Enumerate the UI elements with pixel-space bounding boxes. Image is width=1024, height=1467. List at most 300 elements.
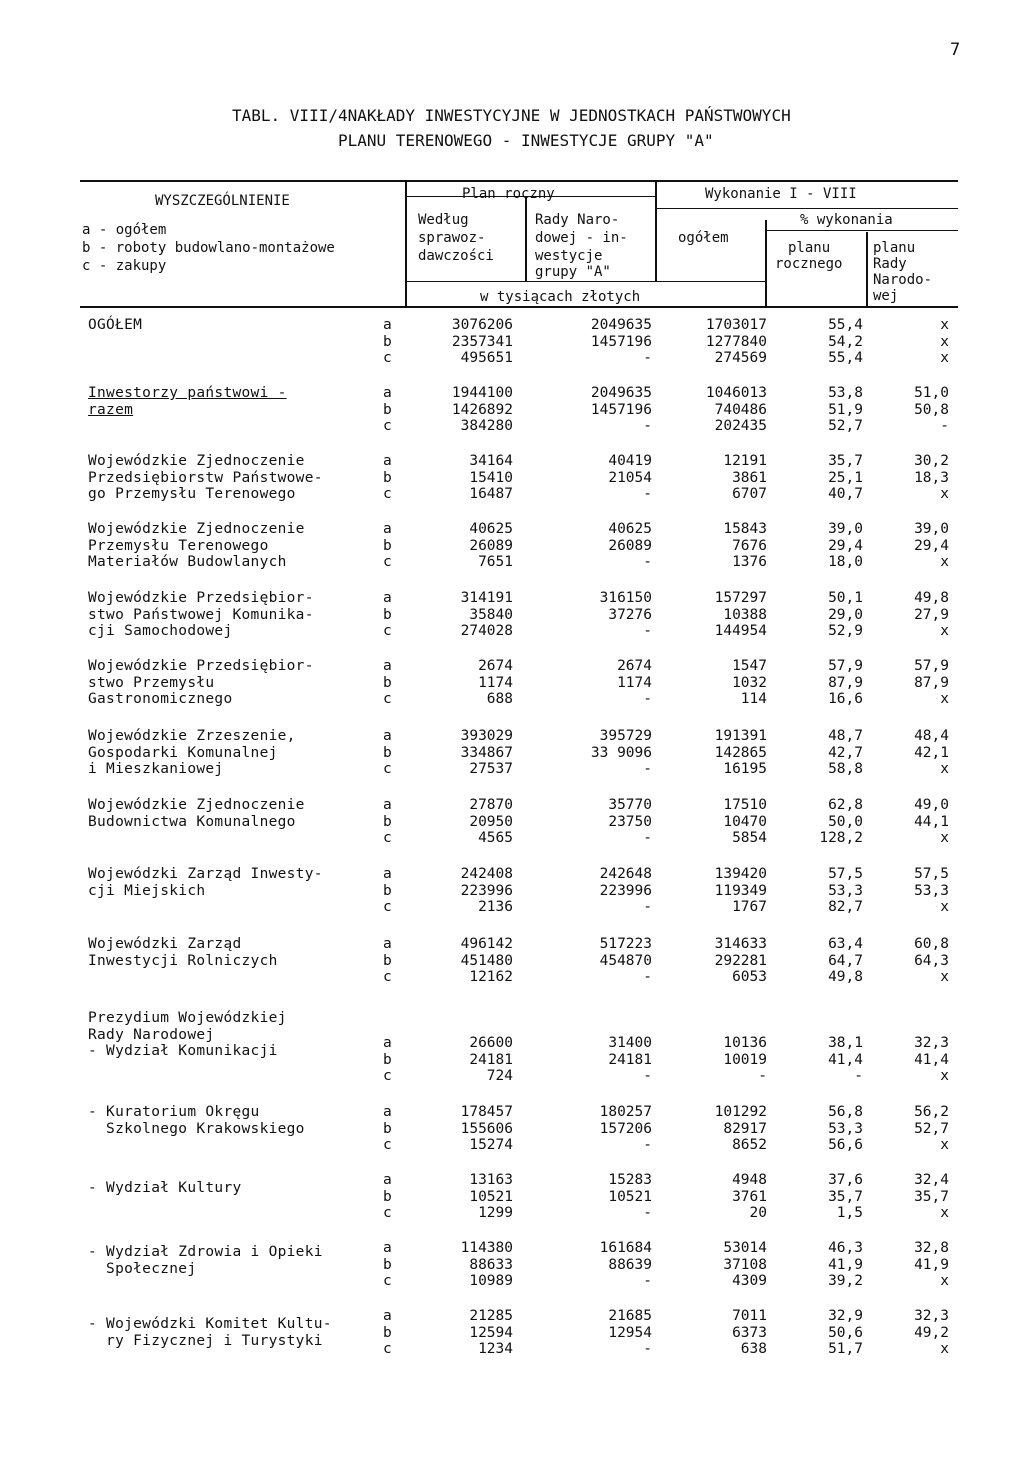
cell: 30,2 — [914, 453, 949, 469]
pct-wykonania-header: % wykonania — [800, 212, 893, 228]
cell: 49,0 — [914, 797, 949, 813]
cell: 82917 — [723, 1120, 767, 1137]
cell: 50,8 — [914, 401, 949, 418]
cell: 10521 — [608, 1188, 652, 1205]
column-c5 — [865, 936, 949, 986]
cell: 1174 — [478, 674, 513, 691]
subcode: a — [383, 728, 392, 744]
column-c1 — [420, 797, 513, 847]
rady-line2: dowej - in- — [535, 230, 628, 246]
cell: 223996 — [460, 882, 513, 899]
column-c5 — [865, 866, 949, 916]
cell: 638 — [740, 1341, 767, 1357]
cell: 56,8 — [828, 1104, 863, 1120]
subcode: c — [383, 969, 392, 985]
cell: 64,7 — [828, 952, 863, 969]
header-bottom-rule — [80, 306, 958, 308]
row-label: Wojewódzkie Zjednoczenie Przemysłu Terenowego Materiałów Budowlanych — [88, 521, 305, 570]
subcode: a — [383, 1172, 392, 1188]
header-divider — [525, 196, 527, 282]
cell: 517223 — [599, 936, 652, 952]
cell: 10019 — [723, 1051, 767, 1068]
subcode: c — [383, 761, 392, 777]
cell: 292281 — [714, 952, 767, 969]
cell: 242648 — [599, 866, 652, 882]
cell: 119349 — [714, 882, 767, 899]
cell: 15843 — [723, 521, 767, 537]
wedlug-line3: dawczości — [418, 248, 494, 264]
cell: 2357341 — [451, 333, 513, 350]
cell: x — [940, 1137, 949, 1153]
cell: 12594 — [469, 1324, 513, 1341]
column-c5 — [865, 728, 949, 778]
cell: 4565 — [478, 830, 513, 846]
column-c2 — [555, 1104, 652, 1154]
column-c1 — [420, 385, 513, 435]
cell: 50,0 — [828, 813, 863, 830]
column-c2 — [555, 1240, 652, 1290]
subcode: b — [383, 1120, 392, 1137]
cell: 82,7 — [828, 899, 863, 915]
column-c1 — [420, 866, 513, 916]
column-c3 — [668, 590, 767, 640]
cell: 1767 — [732, 899, 767, 915]
subcode: b — [383, 1051, 392, 1068]
cell: 55,4 — [828, 317, 863, 333]
column-c1 — [420, 728, 513, 778]
subcode: b — [383, 1188, 392, 1205]
cell: 87,9 — [914, 674, 949, 691]
cell: 4948 — [732, 1172, 767, 1188]
subcode: b — [383, 1256, 392, 1273]
column-c3 — [668, 866, 767, 916]
wedlug-line2: sprawoz- — [418, 230, 486, 246]
column-c4 — [770, 1035, 863, 1085]
cell: 21054 — [608, 469, 652, 486]
subcode: c — [383, 554, 392, 570]
cell: 34164 — [469, 453, 513, 469]
cell: 12954 — [608, 1324, 652, 1341]
row-subcodes — [383, 936, 397, 986]
cell: - — [940, 418, 949, 434]
cell: 2674 — [478, 658, 513, 674]
column-c2 — [555, 658, 652, 708]
cell: 1234 — [478, 1341, 513, 1357]
subcode: a — [383, 658, 392, 674]
cell: 37276 — [608, 606, 652, 623]
cell: 17510 — [723, 797, 767, 813]
cell: - — [643, 691, 652, 707]
cell: 42,1 — [914, 744, 949, 761]
column-c2 — [555, 521, 652, 571]
rady-line1: Rady Naro- — [535, 212, 620, 228]
cell: 10521 — [469, 1188, 513, 1205]
subcode: c — [383, 350, 392, 366]
cell: 2049635 — [590, 385, 652, 401]
column-c5 — [865, 385, 949, 435]
column-c3 — [668, 521, 767, 571]
cell: 688 — [486, 691, 513, 707]
subcode: b — [383, 537, 392, 554]
planu-rocznego-1: planu — [788, 240, 831, 256]
cell: 139420 — [714, 866, 767, 882]
cell: 39,0 — [914, 521, 949, 537]
cell: x — [940, 899, 949, 915]
cell: 41,9 — [828, 1256, 863, 1273]
row-label: Wojewódzkie Przedsiębior- stwo Przemysłu Gastronomicznego — [88, 658, 314, 707]
cell: 101292 — [714, 1104, 767, 1120]
cell: 142865 — [714, 744, 767, 761]
column-c5 — [865, 797, 949, 847]
column-c1 — [420, 1172, 513, 1222]
cell: 42,7 — [828, 744, 863, 761]
header-top-rule — [80, 180, 958, 182]
cell: 48,4 — [914, 728, 949, 744]
column-c1 — [420, 317, 513, 367]
cell: 58,8 — [828, 761, 863, 777]
cell: 32,3 — [914, 1035, 949, 1051]
cell: - — [643, 554, 652, 570]
column-c2 — [555, 317, 652, 367]
cell: 35,7 — [914, 1188, 949, 1205]
column-c1 — [420, 1308, 513, 1358]
row-subcodes — [383, 797, 397, 847]
subcode: a — [383, 453, 392, 469]
cell: 16195 — [723, 761, 767, 777]
cell: 23750 — [608, 813, 652, 830]
cell: 6053 — [732, 969, 767, 985]
cell: 35,7 — [828, 1188, 863, 1205]
cell: 63,4 — [828, 936, 863, 952]
cell: 1376 — [732, 554, 767, 570]
cell: 15274 — [469, 1137, 513, 1153]
stub-title: WYSZCZEGÓLNIENIE — [155, 193, 290, 209]
cell: x — [940, 333, 949, 350]
cell: 38,1 — [828, 1035, 863, 1051]
cell: 1,5 — [836, 1205, 863, 1221]
cell: 13163 — [469, 1172, 513, 1188]
subcode: b — [383, 606, 392, 623]
cell: 155606 — [460, 1120, 513, 1137]
cell: 223996 — [599, 882, 652, 899]
cell: - — [643, 899, 652, 915]
cell: 10470 — [723, 813, 767, 830]
column-c4 — [770, 385, 863, 435]
cell: 49,2 — [914, 1324, 949, 1341]
column-c4 — [770, 1172, 863, 1222]
cell: x — [940, 486, 949, 502]
subcode: a — [383, 866, 392, 882]
cell: 35840 — [469, 606, 513, 623]
cell: 32,4 — [914, 1172, 949, 1188]
cell: 52,7 — [914, 1120, 949, 1137]
cell: 2674 — [617, 658, 652, 674]
cell: 1046013 — [705, 385, 767, 401]
cell: 334867 — [460, 744, 513, 761]
subcode: a — [383, 1035, 392, 1051]
column-c4 — [770, 797, 863, 847]
cell: 1703017 — [705, 317, 767, 333]
row-subcodes — [383, 1308, 397, 1358]
row-subcodes — [383, 385, 397, 435]
subcode: b — [383, 882, 392, 899]
cell: 161684 — [599, 1240, 652, 1256]
row-label: Inwestorzy państwowi - razem — [88, 385, 287, 418]
column-c4 — [770, 1240, 863, 1290]
cell: 740486 — [714, 401, 767, 418]
cell: - — [643, 1341, 652, 1357]
cell: 20 — [749, 1205, 767, 1221]
cell: 62,8 — [828, 797, 863, 813]
subcode: a — [383, 521, 392, 537]
subcode: b — [383, 744, 392, 761]
cell: - — [643, 623, 652, 639]
subcode: b — [383, 674, 392, 691]
cell: 87,9 — [828, 674, 863, 691]
cell: 41,9 — [914, 1256, 949, 1273]
cell: 21685 — [608, 1308, 652, 1324]
column-c5 — [865, 1104, 949, 1154]
column-c2 — [555, 453, 652, 503]
cell: 32,8 — [914, 1240, 949, 1256]
cell: 178457 — [460, 1104, 513, 1120]
subcode: a — [383, 936, 392, 952]
cell: 3861 — [732, 469, 767, 486]
cell: 41,4 — [828, 1051, 863, 1068]
subcode: b — [383, 333, 392, 350]
cell: 53,3 — [914, 882, 949, 899]
column-c4 — [770, 590, 863, 640]
column-c4 — [770, 936, 863, 986]
cell: 10388 — [723, 606, 767, 623]
column-c5 — [865, 1308, 949, 1358]
cell: 57,5 — [914, 866, 949, 882]
row-subcodes — [383, 590, 397, 640]
cell: 64,3 — [914, 952, 949, 969]
cell: 395729 — [599, 728, 652, 744]
row-subcodes — [383, 866, 397, 916]
column-c3 — [668, 728, 767, 778]
cell: 114 — [740, 691, 767, 707]
cell: 26089 — [469, 537, 513, 554]
cell: 1457196 — [590, 401, 652, 418]
cell: 35,7 — [828, 453, 863, 469]
column-c4 — [770, 317, 863, 367]
cell: 41,4 — [914, 1051, 949, 1068]
cell: 10136 — [723, 1035, 767, 1051]
cell: - — [643, 761, 652, 777]
column-c3 — [668, 658, 767, 708]
cell: 26089 — [608, 537, 652, 554]
column-c1 — [420, 1035, 513, 1085]
cell: 1426892 — [451, 401, 513, 418]
cell: 40625 — [608, 521, 652, 537]
row-label: Wojewódzkie Zjednoczenie Przedsiębiorstw Państwowe- go Przemysłu Terenowego — [88, 453, 323, 502]
planu-rocznego-2: rocznego — [775, 256, 843, 272]
cell: x — [940, 1341, 949, 1357]
cell: 26600 — [469, 1035, 513, 1051]
cell: 495651 — [460, 350, 513, 366]
column-c3 — [668, 385, 767, 435]
planu-rady-1: planu — [873, 240, 916, 256]
subcode: c — [383, 1273, 392, 1289]
cell: 12162 — [469, 969, 513, 985]
subcode: b — [383, 1324, 392, 1341]
subcode: a — [383, 1240, 392, 1256]
cell: 15283 — [608, 1172, 652, 1188]
header-divider — [765, 220, 767, 307]
table-subtitle: PLANU TERENOWEGO - INWESTYCJE GRUPY "A" — [338, 131, 714, 150]
cell: 88633 — [469, 1256, 513, 1273]
cell: 51,9 — [828, 401, 863, 418]
cell: 3761 — [732, 1188, 767, 1205]
cell: 180257 — [599, 1104, 652, 1120]
cell: 157206 — [599, 1120, 652, 1137]
table-title: TABL. VIII/4NAKŁADY INWESTYCYJNE W JEDNOSTKACH PAŃSTWOWYCH — [232, 106, 791, 125]
cell: 31400 — [608, 1035, 652, 1051]
planu-rady-2: Rady — [873, 256, 907, 272]
cell: 18,0 — [828, 554, 863, 570]
column-c3 — [668, 453, 767, 503]
cell: x — [940, 691, 949, 707]
cell: 2136 — [478, 899, 513, 915]
cell: 51,0 — [914, 385, 949, 401]
header-rule — [406, 281, 766, 282]
cell: 57,9 — [914, 658, 949, 674]
cell: 27870 — [469, 797, 513, 813]
cell: 32,9 — [828, 1308, 863, 1324]
cell: 49,8 — [914, 590, 949, 606]
stub-legend-a: a - ogółem — [82, 222, 167, 238]
planu-rady-3: Narodo- — [873, 272, 933, 288]
subcode: a — [383, 1104, 392, 1120]
cell: 454870 — [599, 952, 652, 969]
cell: 25,1 — [828, 469, 863, 486]
column-c1 — [420, 1104, 513, 1154]
cell: 40625 — [469, 521, 513, 537]
column-c5 — [865, 1240, 949, 1290]
subcode: a — [383, 317, 392, 333]
header-rule — [656, 208, 958, 209]
cell: 724 — [486, 1068, 513, 1084]
cell: 53,8 — [828, 385, 863, 401]
cell: 52,7 — [828, 418, 863, 434]
cell: 1174 — [617, 674, 652, 691]
cell: 44,1 — [914, 813, 949, 830]
column-c3 — [668, 1104, 767, 1154]
column-c4 — [770, 453, 863, 503]
cell: 7011 — [732, 1308, 767, 1324]
column-c5 — [865, 658, 949, 708]
cell: - — [758, 1068, 767, 1084]
column-c5 — [865, 453, 949, 503]
cell: - — [643, 1068, 652, 1084]
cell: x — [940, 1273, 949, 1289]
row-label: Wojewódzkie Przedsiębior- stwo Państwowej Komunika- cji Samochodowej — [88, 590, 314, 639]
cell: - — [643, 418, 652, 434]
cell: 114380 — [460, 1240, 513, 1256]
cell: 1547 — [732, 658, 767, 674]
subcode: a — [383, 1308, 392, 1324]
cell: 12191 — [723, 453, 767, 469]
column-c3 — [668, 1308, 767, 1358]
cell: 1277840 — [705, 333, 767, 350]
cell: 52,9 — [828, 623, 863, 639]
column-c4 — [770, 1308, 863, 1358]
row-label: - Kuratorium Okręgu Szkolnego Krakowskiego — [88, 1104, 305, 1137]
column-c3 — [668, 317, 767, 367]
cell: 316150 — [599, 590, 652, 606]
row-label: OGÓŁEM — [88, 317, 143, 333]
cell: x — [940, 761, 949, 777]
cell: 40419 — [608, 453, 652, 469]
cell: 157297 — [714, 590, 767, 606]
cell: 49,8 — [828, 969, 863, 985]
subcode: b — [383, 813, 392, 830]
cell: 7676 — [732, 537, 767, 554]
cell: 6373 — [732, 1324, 767, 1341]
cell: - — [643, 830, 652, 846]
cell: 20950 — [469, 813, 513, 830]
cell: 53,3 — [828, 1120, 863, 1137]
column-c5 — [865, 317, 949, 367]
cell: 21285 — [469, 1308, 513, 1324]
subcode: c — [383, 623, 392, 639]
cell: - — [643, 350, 652, 366]
cell: 54,2 — [828, 333, 863, 350]
cell: 24181 — [469, 1051, 513, 1068]
plan-roczny-header: Plan roczny — [462, 186, 555, 202]
column-c2 — [555, 590, 652, 640]
column-c3 — [668, 1172, 767, 1222]
column-c1 — [420, 658, 513, 708]
cell: x — [940, 1205, 949, 1221]
column-c2 — [555, 866, 652, 916]
cell: x — [940, 623, 949, 639]
cell: 393029 — [460, 728, 513, 744]
rady-line3: westycje — [535, 248, 603, 264]
row-label: - Wydział Kultury — [88, 1180, 242, 1196]
cell: 4309 — [732, 1273, 767, 1289]
column-c1 — [420, 936, 513, 986]
cell: 128,2 — [819, 830, 863, 846]
cell: 274569 — [714, 350, 767, 366]
subcode: c — [383, 691, 392, 707]
cell: 314191 — [460, 590, 513, 606]
cell: 57,9 — [828, 658, 863, 674]
row-subcodes — [383, 1172, 397, 1222]
subcode: b — [383, 469, 392, 486]
cell: x — [940, 1068, 949, 1084]
subcode: c — [383, 418, 392, 434]
column-c1 — [420, 1240, 513, 1290]
header-rule — [766, 230, 958, 231]
cell: 51,7 — [828, 1341, 863, 1357]
column-c2 — [555, 728, 652, 778]
wykonanie-header: Wykonanie I - VIII — [705, 186, 857, 202]
subcode: a — [383, 797, 392, 813]
ogolem-header: ogółem — [678, 230, 729, 246]
cell: 39,2 — [828, 1273, 863, 1289]
row-label: Wojewódzkie Zjednoczenie Budownictwa Komunalnego — [88, 797, 305, 830]
cell: 314633 — [714, 936, 767, 952]
column-c4 — [770, 866, 863, 916]
cell: 32,3 — [914, 1308, 949, 1324]
column-c4 — [770, 521, 863, 571]
row-subcodes — [383, 453, 397, 503]
row-subcodes — [383, 658, 397, 708]
cell: - — [643, 486, 652, 502]
